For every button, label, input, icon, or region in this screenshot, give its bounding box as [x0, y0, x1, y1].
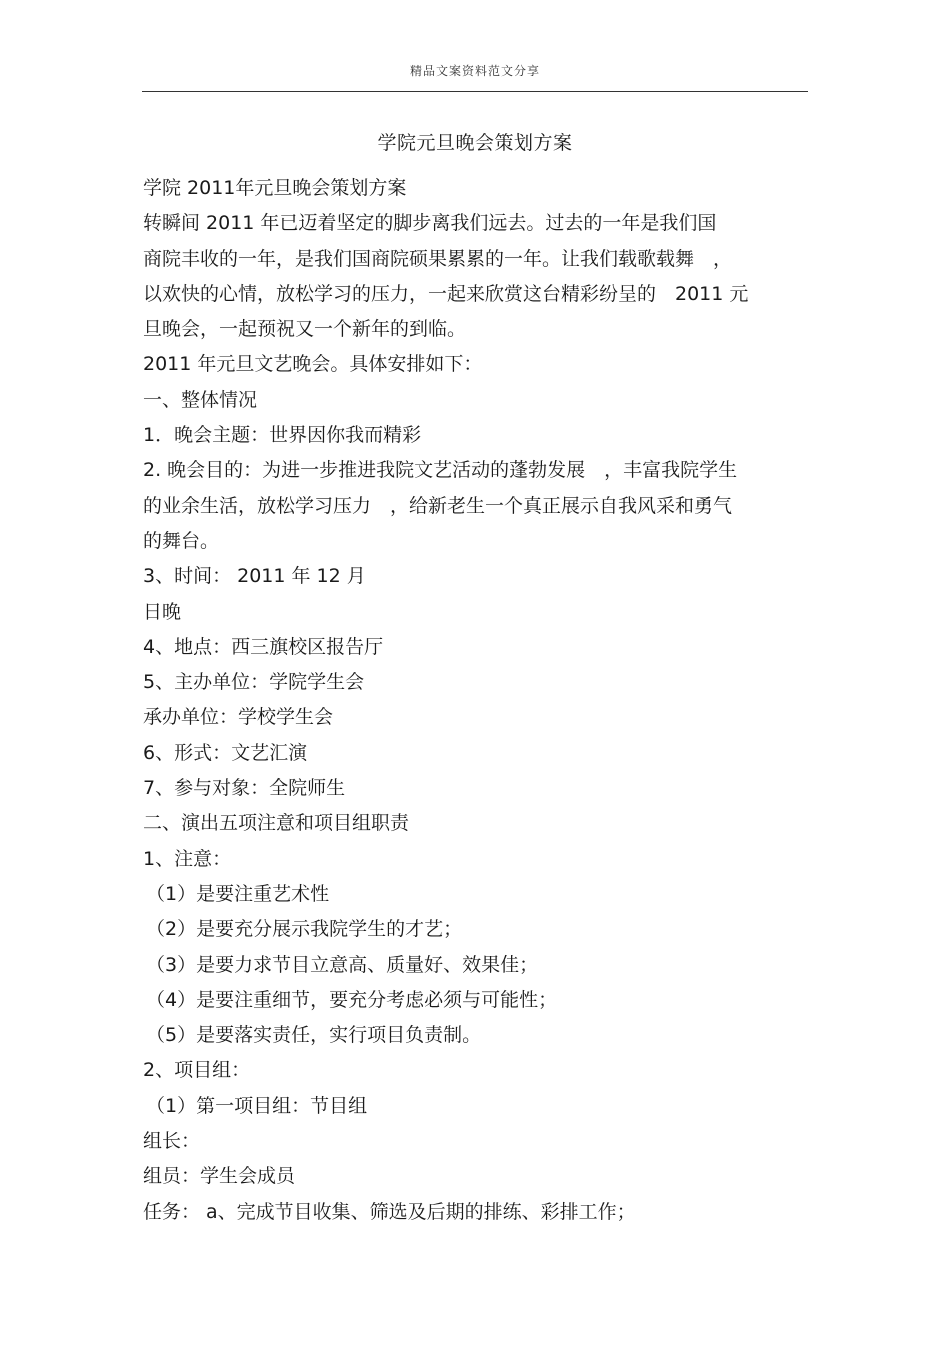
- body-line: 4、地点：西三旗校区报告厅: [143, 635, 384, 658]
- body-line: 2、项目组：: [143, 1059, 251, 1082]
- list-item: （2）是要充分展示我院学生的才艺；: [146, 918, 463, 941]
- list-item: （4）是要注重细节，要充分考虑必须与可能性；: [146, 988, 558, 1011]
- body-line: 1、注意：: [143, 847, 232, 870]
- list-item: （1）第一项目组：节目组: [146, 1094, 368, 1117]
- list-item: （1）是要注重艺术性: [146, 882, 330, 905]
- list-item: （5）是要落实责任，实行项目负责制。: [146, 1024, 482, 1047]
- list-item: （3）是要力求节目立意高、质量好、效果佳；: [146, 953, 539, 976]
- body-line: 7、参与对象：全院师生: [143, 777, 346, 800]
- body-line: 6、形式：文艺汇演: [143, 741, 308, 764]
- body-line: 3、时间： 2011 年 12 月: [143, 565, 366, 588]
- body-line: 商院丰收的一年，是我们国商院硕果累累的一年。让我们载歌载舞 ，: [143, 247, 733, 270]
- section-heading: 二、演出五项注意和项目组职责: [143, 812, 410, 835]
- body-line: 转瞬间 2011 年已迈着坚定的脚步离我们远去。过去的一年是我们国: [143, 212, 717, 235]
- page-header: 精品文案资料范文分享: [409, 64, 540, 78]
- body-line: 组长：: [143, 1130, 201, 1153]
- body-line: 日晚: [143, 600, 182, 623]
- body-line: 组员：学生会成员: [143, 1165, 296, 1188]
- document-body: [143, 171, 807, 1230]
- body-line: 任务： a、完成节目收集、筛选及后期的排练、彩排工作；: [143, 1200, 636, 1223]
- body-line: 1．晚会主题：世界因你我而精彩: [143, 424, 422, 447]
- body-line: 以欢快的心情，放松学习的压力，一起来欣赏这台精彩纷呈的 2011 元: [143, 282, 749, 305]
- body-line: 旦晚会，一起预祝又一个新年的到临。: [143, 318, 467, 341]
- body-line: 学院 2011年元旦晚会策划方案: [143, 177, 407, 199]
- header-rule: [142, 91, 808, 92]
- section-heading: 一、整体情况: [143, 388, 258, 411]
- body-line: 承办单位：学校学生会: [143, 706, 334, 729]
- body-line: 的舞台。: [143, 529, 220, 552]
- body-line: 的业余生活，放松学习压力 ，给新老生一个真正展示自我风采和勇气: [143, 494, 733, 517]
- body-line: 5、主办单位：学院学生会: [143, 671, 365, 694]
- document-title: 学院元旦晚会策划方案: [377, 132, 573, 154]
- body-line: 2011 年元旦文艺晚会。具体安排如下：: [143, 353, 483, 376]
- body-line: 2. 晚会目的：为进一步推进我院文艺活动的蓬勃发展 ，丰富我院学生: [143, 459, 738, 482]
